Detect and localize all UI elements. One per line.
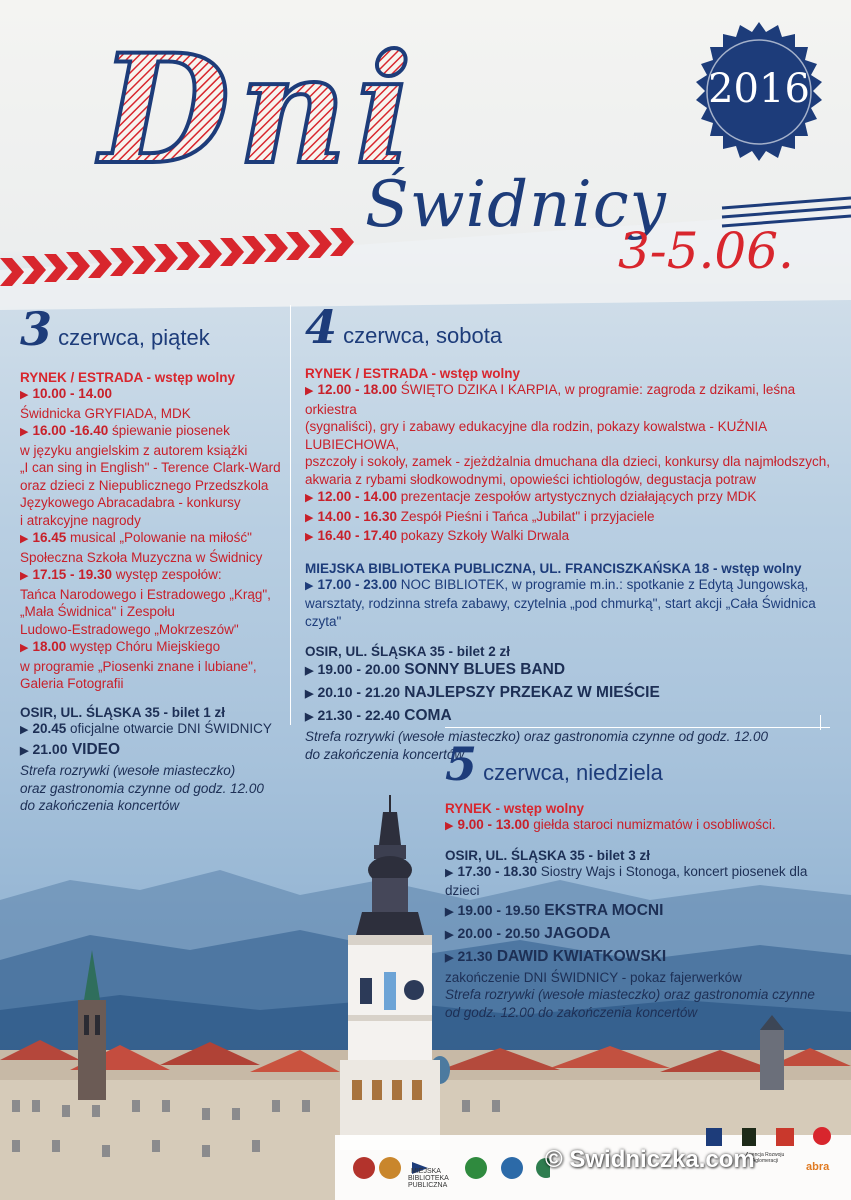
list-item: warsztaty, rodzinna strefa zabawy, czytelnia „pod chmurką", start akcji „Cała Świdnica czyta": [305, 596, 816, 629]
day3-label: czerwca, piątek: [58, 325, 210, 350]
list-item: oraz dzieci z Niepublicznego Przedszkola: [20, 477, 269, 493]
day4-venue-library: MIEJSKA BIBLIOTEKA PUBLICZNA, UL. FRANCISZKAŃSKA 18 - wstęp wolny: [305, 560, 802, 576]
day4-label: czerwca, sobota: [343, 323, 503, 348]
day4-column: [305, 300, 845, 763]
divider-vertical: [290, 305, 291, 725]
day3-number: 3: [20, 302, 53, 356]
day5-closing: zakończenie DNI ŚWIDNICY - pokaz fajerwerków: [445, 969, 742, 985]
list-item: (sygnaliści), gry i zabawy edukacyjne dla rodzin, pokazy kowalstwa - KUŹNIA LUBIECHOWA,: [305, 419, 767, 452]
day3-rynek-list: [20, 385, 290, 693]
day5-venue-osir: OSIR, UL. ŚLĄSKA 35 - bilet 3 zł: [445, 847, 651, 863]
day5-note: Strefa rozrywki (wesołe miasteczko) oraz gastronomia czynne od godz. 12.00 do zakończenia koncertów: [445, 987, 815, 1020]
watermark: © Swidniczka.com: [545, 1146, 755, 1173]
list-item: Społeczna Szkoła Muzyczna w Świdnicy: [20, 549, 263, 565]
list-item: w programie „Piosenki znane i lubiane",: [20, 658, 257, 674]
list-item: ▶ 21.30 - 22.40 COMA: [305, 707, 452, 724]
title-city: Świdnicy: [365, 168, 667, 242]
list-item: ▶ 21.30 DAWID KWIATKOWSKI: [445, 947, 667, 965]
list-item: Tańca Narodowego i Estradowego „Krąg",: [20, 586, 271, 602]
list-item: akwaria z rybami słodkowodnymi, opowieści ichtiologów, degustacja potraw: [305, 471, 756, 487]
day4-rynek-list: [305, 381, 845, 547]
list-item: ▶ 16.45 musical „Polowanie na miłość": [20, 530, 252, 545]
sponsor-logo-icons: [350, 1152, 550, 1188]
day5-heading: [445, 737, 845, 791]
list-item: ▶ 9.00 - 13.00 giełda staroci numizmatów i osobliwości.: [445, 817, 776, 832]
day3-venue-rynek: RYNEK / ESTRADA - wstęp wolny: [20, 370, 236, 385]
list-item: ▶ 19.00 - 20.00 SONNY BLUES BAND: [305, 661, 566, 678]
list-item: ▶ 16.40 - 17.40 pokazy Szkoły Walki Drwala: [305, 528, 570, 543]
day5-column: [445, 737, 845, 1021]
title-dni-text: Dni: [100, 42, 421, 182]
day4-note: Strefa rozrywki (wesołe miasteczko) oraz gastronomia czynne od godz. 12.00 do zakończenia koncertów: [305, 729, 768, 762]
title-logo-dni: [92, 42, 692, 182]
list-item: ▶ 17.00 - 23.00 NOC BIBLIOTEK, w programie m.in.: spotkanie z Edytą Jungowską,: [305, 576, 809, 592]
year-label: 2016: [708, 66, 810, 112]
day5-number: 5: [445, 737, 478, 791]
list-item: Ludowo-Estradowego „Mokrzeszów": [20, 621, 239, 637]
list-item: ▶ 14.00 - 16.30 Zespół Pieśni i Tańca „Jubilat" i przyjaciele: [305, 508, 655, 524]
list-item: Galeria Fotografii: [20, 676, 124, 691]
list-item: Językowego Abracadabra - konkursy: [20, 495, 241, 510]
day3-heading: [20, 302, 290, 356]
list-item: ▶ 17.30 - 18.30 Siostry Wajs i Stonoga, koncert piosenek dla dzieci: [445, 863, 808, 898]
list-item: i atrakcyjne nagrody: [20, 512, 141, 528]
library-logo-text: MIEJSKA BIBLIOTEKA PUBLICZNA: [408, 1168, 449, 1189]
list-item: ▶ 19.00 - 19.50 EKSTRA MOCNI: [445, 901, 664, 919]
list-item: „Mała Świdnica" i Zespołu: [20, 604, 175, 619]
list-item: ▶ 12.00 - 18.00 ŚWIĘTO DZIKA I KARPIA, w programie: zagroda z dzikami, leśna orkiestra: [305, 382, 796, 417]
list-item: ▶ 17.15 - 19.30 występ zespołów:: [20, 567, 222, 582]
day4-number: 4: [305, 300, 338, 354]
list-item: ▶ 20.45 oficjalne otwarcie DNI ŚWIDNICY: [20, 720, 272, 736]
list-item: ▶ 10.00 - 14.00: [20, 386, 113, 401]
day5-venue-rynek: RYNEK - wstęp wolny: [445, 801, 585, 816]
abracadabra-logo-text: abra: [806, 1161, 830, 1173]
day3-venue-osir: OSIR, UL. ŚLĄSKA 35 - bilet 1 zł: [20, 704, 226, 720]
list-item: Świdnicka GRYFIADA, MDK: [20, 405, 191, 421]
day4-venue-osir: OSIR, UL. ŚLĄSKA 35 - bilet 2 zł: [305, 644, 511, 659]
list-item: ▶ 20.10 - 21.20 NAJLEPSZY PRZEKAZ W MIEŚCIE: [305, 684, 660, 701]
day3-note: Strefa rozrywki (wesołe miasteczko) oraz gastronomia czynne od godz. 12.00 do zakończenia koncertów: [20, 763, 264, 813]
agencja-logo-text: Agencja Rozwoju Aglomeracji: [745, 1152, 785, 1164]
festival-dates: 3-5.06.: [618, 222, 794, 280]
list-item: ▶ 12.00 - 14.00 prezentacje zespołów artystycznych działających przy MDK: [305, 489, 757, 504]
day4-venue-rynek: RYNEK / ESTRADA - wstęp wolny: [305, 366, 521, 381]
list-item: ▶ 16.00 -16.40 śpiewanie piosenek: [20, 423, 230, 438]
day4-heading: [305, 300, 845, 354]
day3-column: [20, 302, 290, 815]
list-item: „I can sing in English" - Terence Clark-Ward: [20, 460, 281, 475]
list-item: w języku angielskim z autorem książki: [20, 442, 248, 458]
list-item: ▶ 21.00 VIDEO: [20, 741, 121, 758]
list-item: ▶ 18.00 występ Chóru Miejskiego: [20, 639, 221, 654]
list-item: ▶ 20.00 - 20.50 JAGODA: [445, 924, 611, 942]
list-item: pszczoły i sokoły, zamek - zjeżdżalnia dmuchana dla dzieci, konkursy dla najmłodszych,: [305, 454, 830, 469]
day5-label: czerwca, niedziela: [483, 760, 663, 785]
